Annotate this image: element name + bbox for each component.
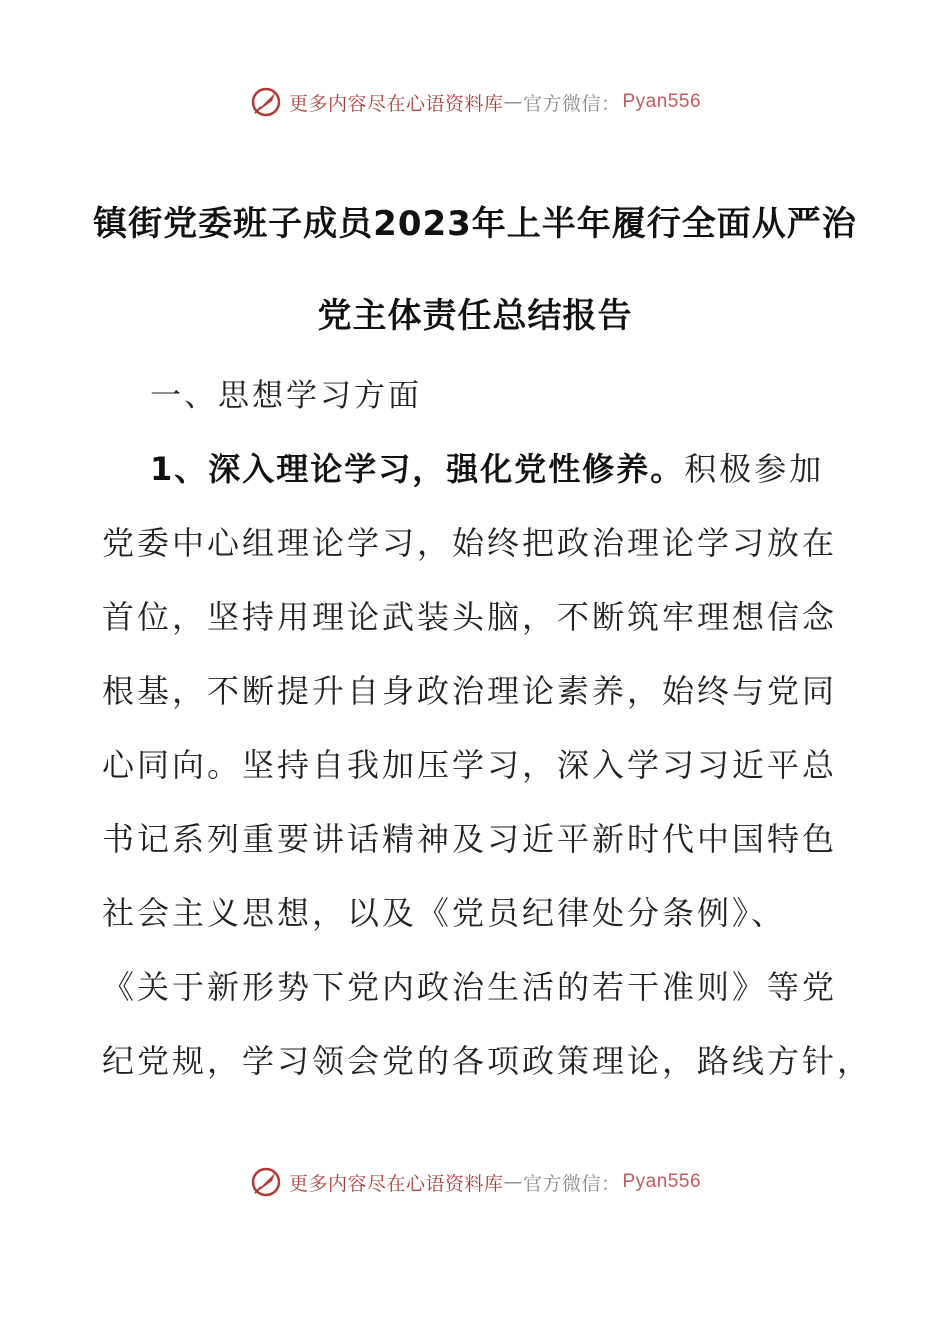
watermark-text: 更多内容尽在心语资料库	[288, 1172, 504, 1195]
paragraph-line: 心同向。坚持自我加压学习，深入学习习近平总	[102, 746, 838, 784]
paragraph-line: 党委中心组理论学习，始终把政治理论学习放在	[102, 524, 838, 562]
paragraph-line: 纪党规，学习领会党的各项政策理论，路线方针，	[102, 1042, 873, 1080]
watermark-label: 官方微信：	[522, 92, 621, 115]
section-heading: 一、思想学习方面	[150, 378, 422, 414]
title-line-1: 镇街党委班子成员2023年上半年履行全面从严治	[93, 204, 857, 244]
paragraph-line: 《关于新形势下党内政治生活的若干准则》等党	[102, 968, 838, 1006]
paragraph-lead-bold: 1、深入理论学习，强化党性修养。	[150, 450, 685, 488]
paragraph-line-1	[102, 432, 862, 506]
quill-pen-logo-icon	[249, 1165, 283, 1199]
watermark-header	[0, 82, 950, 122]
quill-pen-logo-icon	[249, 85, 283, 119]
title-line-2: 党主体责任总结报告	[317, 296, 633, 336]
watermark-label: 官方微信：	[522, 1172, 621, 1195]
paragraph-line: 根基，不断提升自身政治理论素养，始终与党同	[102, 672, 838, 710]
paragraph-line: 书记系列重要讲话精神及习近平新时代中国特色	[102, 820, 838, 858]
body-paragraph	[102, 432, 873, 1098]
paragraph-line: 首位，坚持用理论武装头脑，不断筑牢理想信念	[102, 598, 838, 636]
document-title	[90, 178, 860, 362]
watermark-footer	[0, 1162, 950, 1202]
paragraph-line: 社会主义思想，以及《党员纪律处分条例》、	[102, 894, 787, 932]
watermark-dash: —	[503, 1171, 523, 1193]
paragraph-line-1-rest: 积极参加	[684, 450, 825, 488]
watermark-id: Pyan556	[622, 1171, 702, 1192]
watermark-id: Pyan556	[622, 91, 702, 112]
watermark-text: 更多内容尽在心语资料库	[288, 92, 504, 115]
watermark-dash: —	[503, 91, 523, 113]
